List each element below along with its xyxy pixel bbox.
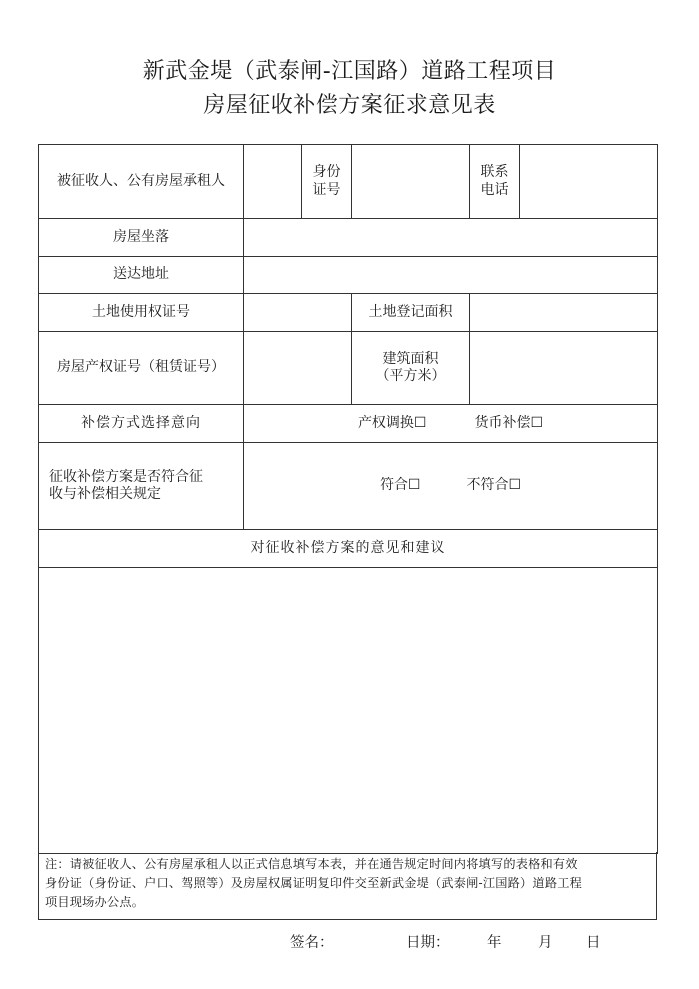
id-number-label-line2: 证号 [312,181,341,198]
compensation-method-label: 补偿方式选择意向 [39,405,244,443]
compliance-label-line2: 收与补偿相关规定 [49,486,161,502]
owner-label: 被征收人、公有房屋承租人 [39,145,244,219]
id-number-field[interactable] [352,145,470,219]
row-delivery-address [39,257,658,294]
land-use-cert-field[interactable] [244,294,352,332]
compliant-checkbox[interactable]: 符合☐ [379,477,421,494]
property-cert-label: 房屋产权证号（租赁证号） [39,332,244,405]
phone-label [470,145,520,219]
row-owner [39,145,658,219]
row-opinion-area [39,568,658,854]
row-compliance [39,443,658,530]
property-swap-checkbox[interactable]: 产权调换☐ [357,414,427,431]
phone-label-line1: 联系 [480,164,509,180]
id-number-label-line1: 身份 [312,164,341,180]
opinion-text-area[interactable] [39,568,658,854]
phone-field[interactable] [520,145,658,219]
row-opinion-header [39,530,658,568]
land-use-cert-label: 土地使用权证号 [39,294,244,332]
land-area-label: 土地登记面积 [352,294,470,332]
phone-label-line2: 电话 [480,181,509,198]
row-compensation-method [39,405,658,443]
opinion-header: 对征收补偿方案的意见和建议 [39,530,658,568]
notice-line1: 注：请被征收人、公有房屋承租人以正式信息填写本表，并在通告规定时间内将填写的表格和有效 [45,857,578,871]
signature-label: 签名： [290,935,334,951]
year-label: 年 [487,935,502,951]
day-label: 日 [586,935,601,951]
notice-box [38,852,657,920]
row-house-location [39,219,658,257]
house-location-label: 房屋坐落 [39,219,244,257]
month-label: 月 [538,935,553,951]
non-compliant-checkbox[interactable]: 不符合☐ [466,477,522,494]
property-cert-field[interactable] [244,332,352,405]
compliance-label [39,443,244,530]
date-label: 日期： [406,935,450,951]
notice-line3: 项目现场办公点。 [45,895,145,909]
monetary-compensation-checkbox[interactable]: 货币补偿☐ [474,414,544,431]
document-title-line1: 新武金堤（武泰闸-江国路）道路工程项目 [142,59,557,84]
compensation-method-options [244,405,658,443]
building-area-field[interactable] [470,332,658,405]
id-number-label [302,145,352,219]
delivery-address-field[interactable] [244,257,658,294]
building-area-label [352,332,470,405]
notice-line2: 身份证（身份证、户口、驾照等）及房屋权属证明复印件交至新武金堤（武泰闸-江国路）道路工程 [45,876,582,890]
building-area-label-line2: （平方米） [375,368,446,384]
land-area-field[interactable] [470,294,658,332]
document-title-line2: 房屋征收补偿方案征求意见表 [203,93,496,118]
delivery-address-label: 送达地址 [39,257,244,294]
compliance-options [244,443,658,530]
compliance-label-line1: 征收补偿方案是否符合征 [49,468,203,485]
row-property-cert [39,332,658,405]
building-area-label-line1: 建筑面积 [382,350,439,367]
row-land-use [39,294,658,332]
owner-name-field[interactable] [244,145,302,219]
house-location-field[interactable] [244,219,658,257]
expropriation-form-table [38,144,658,854]
